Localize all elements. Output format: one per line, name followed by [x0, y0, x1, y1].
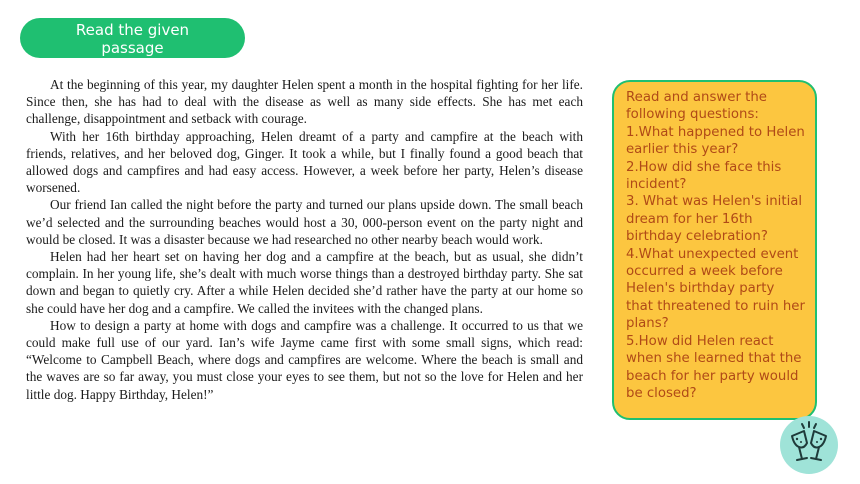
question-4: 4.What unexpected event occurred a week before Helen's birthday party that threatened to ruin her plans?: [626, 246, 805, 332]
questions-box: [612, 80, 817, 420]
cheers-glasses-icon: [780, 416, 838, 474]
passage-paragraph-1: At the beginning of this year, my daughter Helen spent a month in the hospital fighting for her life. Since then, she has had to deal with the disease as well as many side effects. She has met each challenge, disappointment and setback with courage.: [26, 77, 583, 127]
question-1: 1.What happened to Helen earlier this year?: [626, 124, 805, 158]
question-5: 5.How did Helen react when she learned that the beach for her party would be closed?: [626, 333, 802, 401]
reading-passage: [26, 76, 583, 403]
section-title-badge: [20, 18, 245, 58]
passage-paragraph-2: With her 16th birthday approaching, Helen dreamt of a party and campfire at the beach with friends, relatives, and her beloved dog, Ginger. It took a while, but I finally found a good beach that allowed dogs and campfires and had easy access. However, a week before her party, Helen’s disease worsened.: [26, 128, 583, 196]
question-2: 2.How did she face this incident?: [626, 159, 782, 193]
passage-paragraph-3: Our friend Ian called the night before the party and turned our plans upside down. The small beach we’d selected and the surrounding beaches would host a 30, 000-person event on the party night and would be closed. It was a disaster because we had researched no other nearby beach would work.: [26, 197, 583, 247]
question-3: 3. What was Helen's initial dream for her 16th birthday celebration?: [626, 194, 803, 245]
questions-intro: Read and answer the following questions:: [626, 90, 767, 123]
section-title: Read the given passage: [75, 21, 190, 57]
passage-paragraph-5: How to design a party at home with dogs and campfire was a challenge. It occurred to us that we could make full use of our yard. Ian’s wife Jayme came first with some small signs, which read: “Welcome to Campbell Beach, where dogs and campfires are welcome. Where the beach is small and the waves are so far away, you must close your eyes to see them, but not so the love for Helen and her little dog. Happy Birthday, Helen!”: [26, 317, 583, 402]
passage-paragraph-4: Helen had her heart set on having her dog and a campfire at the beach, but as usual, she didn’t complain. In her young life, she’s dealt with much worse things than a destroyed birthday party. She sat down and began to quietly cry. After a while Helen decided she’d rather have the party at our home so she could have her dog and a campfire. We called the invitees with the changed plans.: [26, 249, 583, 316]
